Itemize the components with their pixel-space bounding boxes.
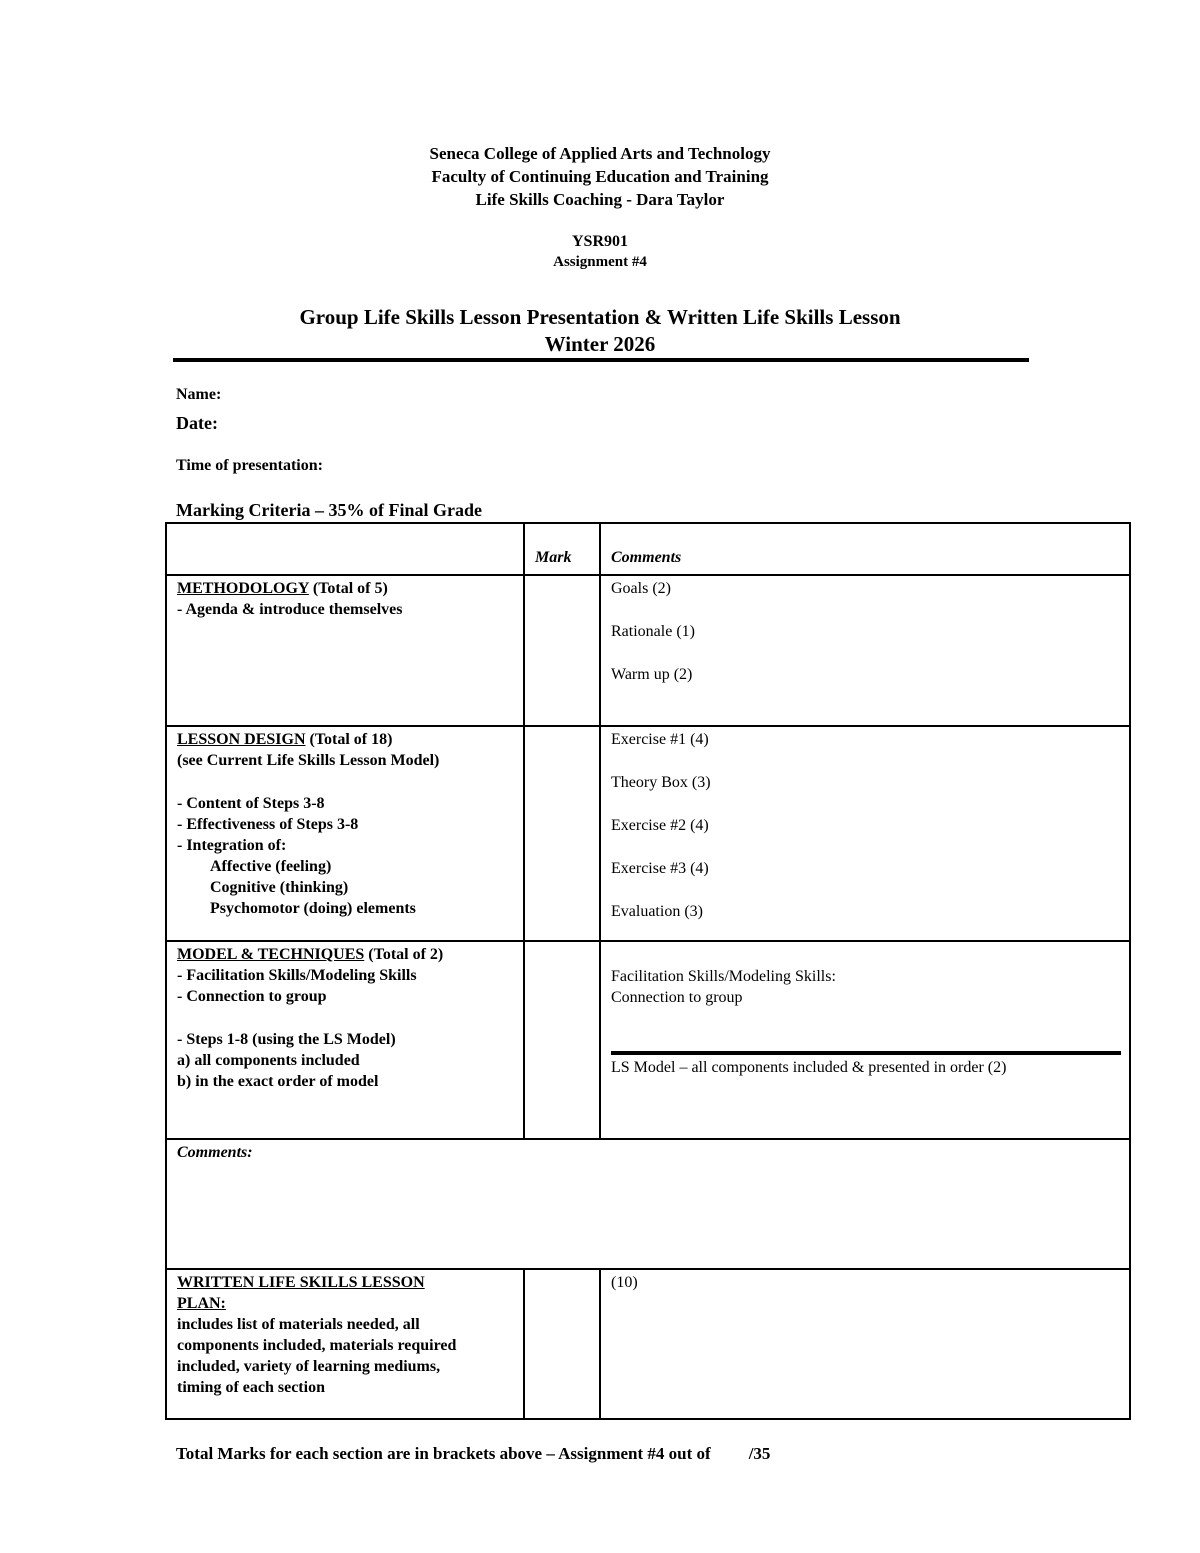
lesson-design-item: - Effectiveness of Steps 3-8 (177, 816, 359, 833)
time-label: Time of presentation: (176, 457, 323, 474)
marking-table (165, 522, 1131, 1420)
comment-exercise-1: Exercise #1 (4) (611, 731, 709, 748)
written-plan-criteria (166, 1269, 524, 1419)
title-divider (173, 358, 1029, 362)
college-name: Seneca College of Applied Arts and Technology (429, 144, 771, 163)
lesson-design-heading: LESSON DESIGN (177, 731, 306, 748)
comment-connection: Connection to group (611, 989, 743, 1006)
comment-divider (611, 1051, 1121, 1055)
mark-column-header: Mark (535, 549, 572, 566)
methodology-comments (600, 575, 1130, 726)
total-marks-text: Total Marks for each section are in brackets above – Assignment #4 out of (176, 1444, 711, 1463)
general-comments-label: Comments: (177, 1144, 253, 1161)
comment-ls-model: LS Model – all components included & presented in order (2) (611, 1059, 1007, 1076)
model-techniques-item: - Steps 1-8 (using the LS Model) (177, 1031, 396, 1048)
comment-exercise-2: Exercise #2 (4) (611, 817, 709, 834)
lesson-design-subitem: Affective (feeling) (210, 858, 332, 875)
written-plan-line: included, variety of learning mediums, (177, 1358, 441, 1375)
lesson-design-item: - Integration of: (177, 837, 287, 854)
faculty-name: Faculty of Continuing Education and Training (431, 167, 769, 186)
lesson-design-note: (see Current Life Skills Lesson Model) (177, 752, 440, 769)
written-plan-line: timing of each section (177, 1379, 325, 1396)
model-techniques-row (166, 941, 1130, 1139)
model-techniques-item: a) all components included (177, 1052, 360, 1069)
comment-exercise-3: Exercise #3 (4) (611, 860, 709, 877)
lesson-design-row (166, 726, 1130, 941)
written-plan-line: components included, materials required (177, 1337, 457, 1354)
methodology-heading: METHODOLOGY (177, 580, 309, 597)
course-code: YSR901 (571, 233, 628, 250)
table-header-row (166, 523, 1130, 575)
total-marks-line (176, 1444, 770, 1464)
lesson-design-comments (600, 726, 1130, 941)
lesson-design-item: - Content of Steps 3-8 (177, 795, 325, 812)
comment-written-total: (10) (611, 1274, 638, 1291)
total-marks-out-of: /35 (748, 1444, 771, 1463)
model-techniques-mark[interactable] (524, 941, 600, 1139)
lesson-design-criteria (166, 726, 524, 941)
methodology-mark[interactable] (524, 575, 600, 726)
lesson-design-subitem: Psychomotor (doing) elements (210, 900, 416, 917)
assignment-number: Assignment #4 (553, 254, 647, 270)
program-instructor: Life Skills Coaching - Dara Taylor (475, 190, 725, 209)
model-techniques-criteria (166, 941, 524, 1139)
written-plan-row (166, 1269, 1130, 1419)
written-plan-heading-cont: PLAN: (177, 1295, 226, 1312)
comment-facilitation: Facilitation Skills/Modeling Skills: (611, 968, 836, 985)
comments-row (166, 1139, 1130, 1269)
written-plan-comments (600, 1269, 1130, 1419)
comment-evaluation: Evaluation (3) (611, 903, 703, 920)
comment-rationale: Rationale (1) (611, 623, 695, 640)
written-plan-heading: WRITTEN LIFE SKILLS LESSON (177, 1274, 425, 1291)
model-techniques-heading: MODEL & TECHNIQUES (177, 946, 365, 963)
model-techniques-comments (600, 941, 1130, 1139)
comment-warm-up: Warm up (2) (611, 666, 693, 683)
comment-goals: Goals (2) (611, 580, 671, 597)
comments-column-header: Comments (611, 549, 682, 566)
model-techniques-item: - Facilitation Skills/Modeling Skills (177, 967, 417, 984)
lesson-design-total: (Total of 18) (305, 731, 393, 748)
model-techniques-total: (Total of 2) (364, 946, 444, 963)
methodology-total: (Total of 5) (308, 580, 388, 597)
methodology-criteria (166, 575, 524, 726)
lesson-design-subitem: Cognitive (thinking) (210, 879, 349, 896)
date-label: Date: (176, 413, 218, 433)
lesson-design-mark[interactable] (524, 726, 600, 941)
written-plan-line: includes list of materials needed, all (177, 1316, 420, 1333)
general-comments-cell[interactable] (166, 1139, 1130, 1269)
methodology-row (166, 575, 1130, 726)
document-title: Group Life Skills Lesson Presentation & Written Life Skills Lesson (299, 305, 901, 329)
term: Winter 2026 (544, 332, 656, 356)
model-techniques-item: - Connection to group (177, 988, 327, 1005)
comment-theory-box: Theory Box (3) (611, 774, 711, 791)
name-label: Name: (176, 386, 222, 403)
model-techniques-item: b) in the exact order of model (177, 1073, 379, 1090)
written-plan-mark[interactable] (524, 1269, 600, 1419)
criteria-header-cell (166, 523, 524, 575)
methodology-item: - Agenda & introduce themselves (177, 601, 403, 618)
criteria-heading: Marking Criteria – 35% of Final Grade (176, 500, 482, 520)
